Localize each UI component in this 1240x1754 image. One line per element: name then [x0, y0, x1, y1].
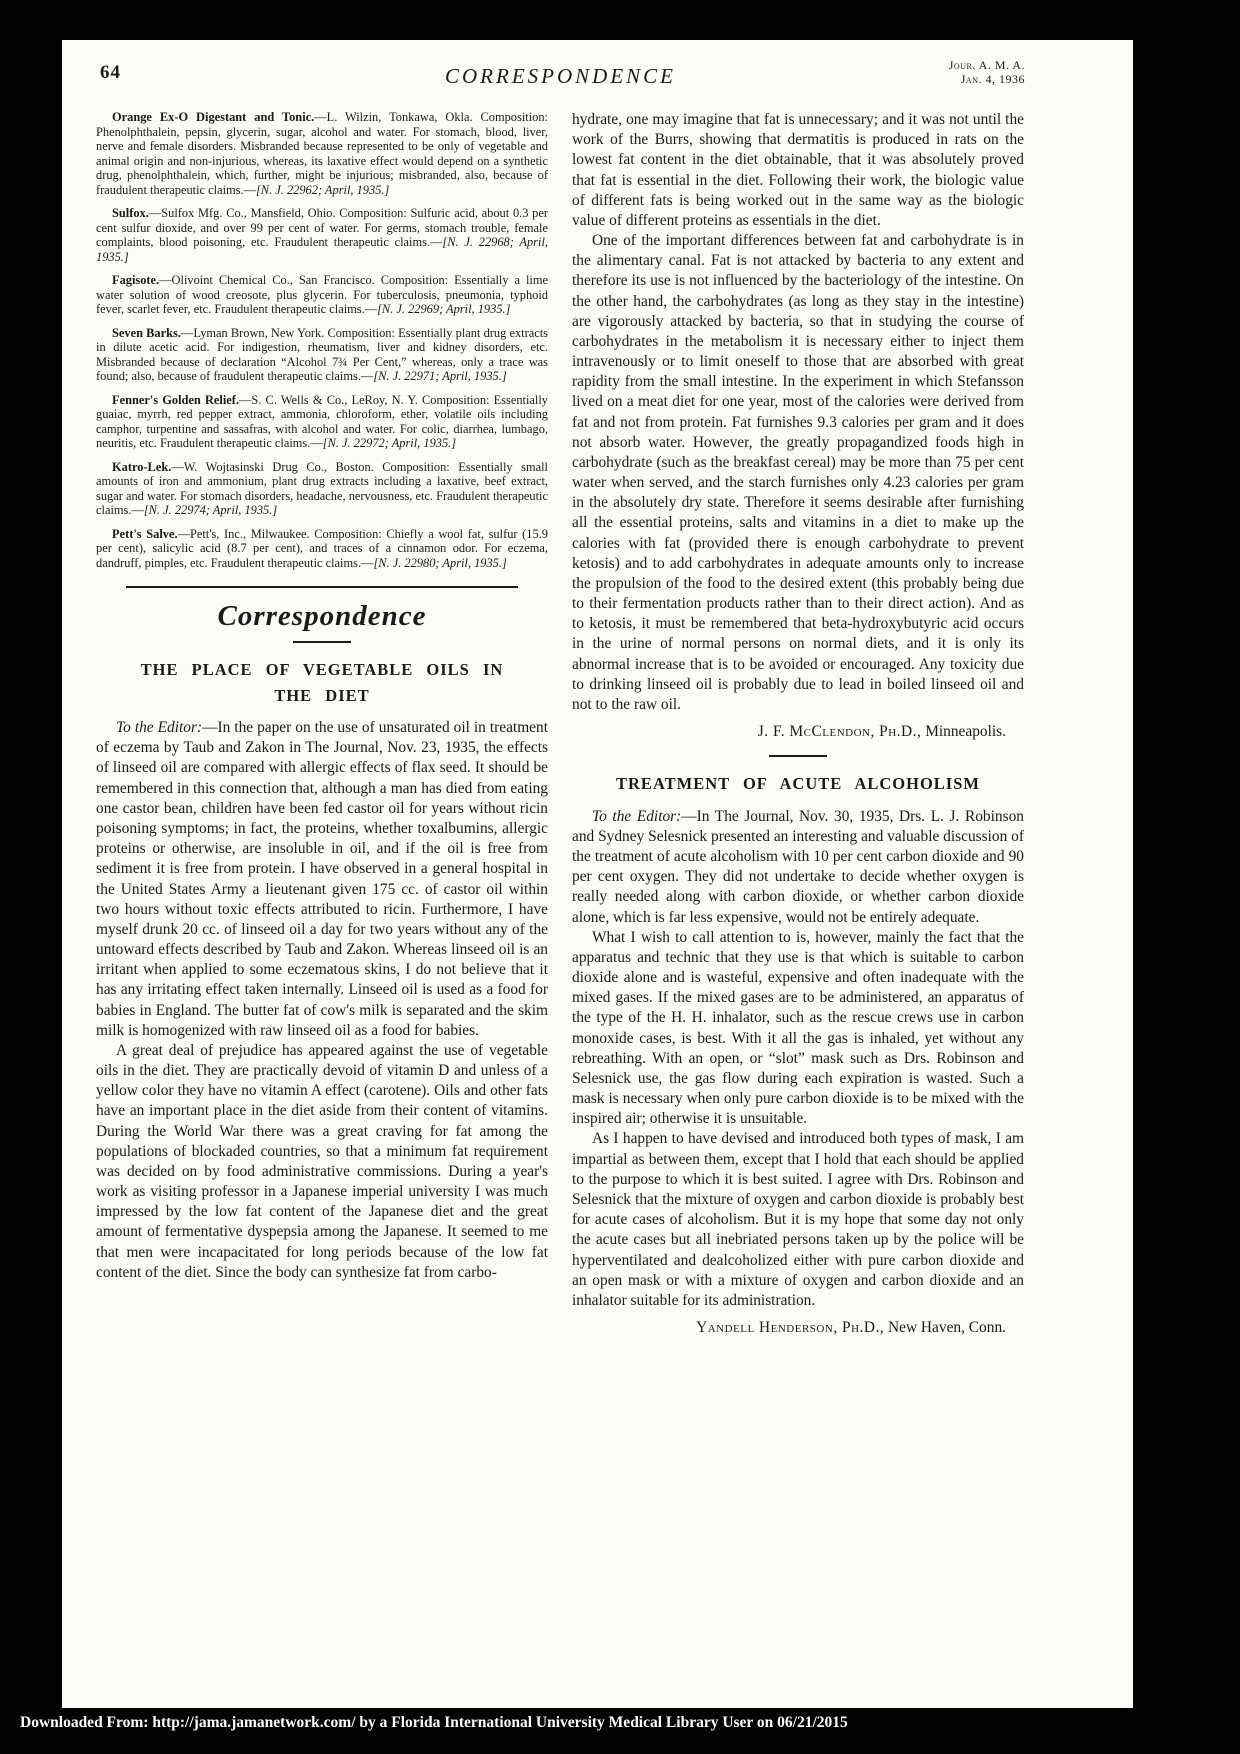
notice-label: Orange Ex-O Digestant and Tonic. [112, 110, 315, 124]
notice-body: —Lyman Brown, New York. Composition: Essentially plant drug extracts in dilute acetic acid. For indigestion, rheumatism, liver and kidney disorders, etc. Misbranded because of declaration “Alcohol 7¾ Per Cent,” whereas, only a trace was found; also, because of fraudulent therapeutic claims.— [96, 325, 548, 383]
heading-divider [293, 641, 351, 643]
drug-notice [96, 206, 548, 264]
letter-title: TREATMENT OF ACUTE ALCOHOLISM [616, 774, 980, 794]
letter-signature [572, 723, 1024, 741]
notice-citation: [N. J. 22974; April, 1935.] [143, 503, 278, 517]
download-stamp: Downloaded From: http://jama.jamanetwork.com/ by a Florida International University Medical Library User on 06/21/2015 [20, 1714, 848, 1731]
notice-label: Sulfox. [112, 206, 149, 220]
notice-label: Fenner's Golden Relief. [112, 392, 240, 407]
notice-body: —W. Wojtasinski Drug Co., Boston. Composition: Essentially small amounts of iron and ammonium, plant drug extracts including a laxative, beef extract, sugar and water. For stomach disorders, headache, nervousness, etc. Fraudulent therapeutic claims.— [96, 459, 548, 517]
notice-citation: [N. J. 22969; April, 1935.] [377, 302, 511, 316]
drug-notice [96, 326, 548, 384]
salutation: To the Editor: [116, 719, 203, 737]
journal-page [62, 40, 1133, 1708]
drug-notice [96, 527, 548, 571]
signature-location: Minneapolis. [921, 723, 1006, 741]
letter-paragraph: A great deal of prejudice has appeared against the use of vegetable oils in the diet. They are practically devoid of vitamin D and unless of a yellow color they have no vitamin A effect (carotene). Oils and other fats have an important place in the diet aside from their content of vitamins. During the World War there was a great craving for fat among the populations of blockaded countries, so that a minimum fat requirement was decided on by food administrative commissions. During a year's work as visiting professor in a Japanese imperial university I was much impressed by the low fat content of the Japanese diet and the great amount of fermentative dyspepsia among the Japanese. It seemed to me that men were incapacitated for long periods because of the low fat content of the diet. Since the body can synthesize fat from carbo- [96, 1041, 548, 1281]
drug-notice [96, 393, 548, 451]
running-title: CORRESPONDENCE [445, 64, 676, 88]
left-column [96, 110, 548, 1351]
heading-divider [769, 755, 827, 757]
letter-signature [572, 1319, 1024, 1337]
letter-paragraph [572, 807, 1024, 928]
notice-label: Pett's Salve. [112, 526, 178, 541]
right-column [572, 110, 1024, 1351]
journal-reference [949, 58, 1025, 87]
correspondence-heading: Correspondence [217, 600, 427, 632]
drug-notice [96, 110, 548, 197]
letter-paragraph [96, 718, 548, 1041]
page-header [96, 56, 1025, 102]
paragraph-text: —In The Journal, Nov. 30, 1935, Drs. L. J. Robinson and Sydney Selesnick presented an interesting and valuable discussion of the treatment of acute alcoholism with 10 per cent carbon dioxide and 90 per cent oxygen. They did not undertake to decide whether oxygen is really needed along with carbon dioxide, or whether carbon dioxide alone, which is far less expensive, would not be entirely adequate. [572, 807, 1024, 926]
drug-notice [96, 460, 548, 518]
letter-paragraph: One of the important differences between fat and carbohydrate is in the alimentary canal. Fat is not attacked by bacteria to any extent and therefore its use is not influenced by the bacteriology of the intestine. On the other hand, the carbohydrates (as long as they stay in the intestine) are vigorously attacked by bacteria, so that in studying the course of carbohydrates in the metabolism it is necessary either to inject them intravenously or to limit oneself to those that are absorbed with great rapidity from the small intestine. In the experiment in which Stefansson lived on a meat diet for one year, most of the calories were derived from fat and not from protein. Fat furnishes 9.3 calories per gram and it does not absorb water. However, the greatly propagandized foods high in carbohydrate (such as the breakfast cereal) may be more than 75 per cent water when served, and the starch furnishes only 4.23 calories per gram in the absolutely dry state. Therefore it seems desirable after furnishing all the essential proteins, salts and vitamins in a diet to make up the calories with fat (provided there is enough carbohydrate to prevent ketosis) and to add carbohydrates in adequate amounts only to increase the propulsion of the food to the desired extent (this probably being due to their fermentation products rather than to their direct action). And as to ketosis, it must be remembered that beta-hydroxybutyric acid occurs in the urine of normal persons on normal diets, and it is only its abnormal increase that is to be avoided or encouraged. Any toxicity due to drinking linseed oil is probably due to lead in boiled linseed oil and not to the raw oil. [572, 232, 1024, 713]
signature-location: New Haven, Conn. [884, 1319, 1006, 1337]
notice-label: Seven Barks. [112, 325, 181, 340]
paragraph-text: —In the paper on the use of unsaturated oil in treatment of eczema by Taub and Zakon in The Journal, Nov. 23, 1935, the effects of linseed oil are compared with allergic effects of flax seed. It should be remembered in this connection that, although a man has died from eating one castor bean, children have been fed castor oil for years without ricin poisoning symptoms; in fact, the proteins, whether toxalbumins, allergic proteins or otherwise, are insoluble in oil, and if the oil is free from sediment it is free from protein. I have observed in a general hospital in the United States Army a lieutenant given 175 cc. of castor oil within two hours without toxic effects attributed to ricin. Furthermore, I have myself drunk 20 cc. of linseed oil a day for two years without any of the untoward effects described by Taub and Zakon. Whereas linseed oil is an irritant when applied to some eczematous skins, I do not believe that it has any irritating effect taken internally. Linseed oil is used as a food for babies in England. The butter fat of cow's milk is separated and the skim milk is homogenized with raw linseed oil as a food for babies. [96, 719, 548, 1039]
notice-citation: [N. J. 22962; April, 1935.] [255, 182, 390, 197]
signature-name: J. F. McClendon, Ph.D., [757, 723, 922, 741]
section-divider [126, 586, 518, 588]
notice-citation: [N. J. 22980; April, 1935.] [373, 555, 507, 570]
letter-paragraph: As I happen to have devised and introduced both types of mask, I am impartial as between them, except that I hold that each should be applied to the purpose to which it is best suited. I agree with Drs. Robinson and Selesnick that the mixture of oxygen and carbon dioxide is probably best for acute cases of alcoholism. But it is my hope that some day not only the acute cases but all inebriated persons taken up by the police will be hyperventilated and dealcoholized either with pure carbon dioxide and an open mask or with a mixture of oxygen and carbon dioxide and an inhalator suitable for its administration. [572, 1130, 1024, 1309]
letter-paragraph: What I wish to call attention to is, however, mainly the fact that the apparatus and technic that they use is that which is suitable to carbon dioxide alone and is wasteful, expensive and often inadequate with the mixed gases. If the mixed gases are to be administered, an apparatus of the type of the H. H. inhalator, such as the rescue crews use in carbon monoxide cases, is best. With it all the gas is inhaled, yet without any rebreathing. With an open, or “slot” mask such as Drs. Robinson and Selesnick use, the gas flow during each expiration is wasted. Such a mask is necessary when only pure carbon dioxide is to be mixed with the inspired air; otherwise it is unsuitable. [572, 928, 1024, 1128]
salutation: To the Editor: [592, 807, 682, 825]
drug-notice [96, 273, 548, 317]
notice-citation: [N. J. 22972; April, 1935.] [322, 436, 457, 450]
notice-citation: [N. J. 22971; April, 1935.] [373, 369, 507, 383]
page-number: 64 [100, 62, 121, 83]
two-column-body [96, 110, 1025, 1351]
letter-paragraph-continued: hydrate, one may imagine that fat is unnecessary; and it was not until the work of the Burrs, showing that dermatitis is produced in rats on the lowest fat content in the diet obtainable, that it was absolutely proved that fat is essential in the diet. Following their work, the biologic value of different fats is being worked out in the same way as the biologic value of different proteins as essentials in the diet. [572, 111, 1024, 229]
notice-citation: [N. J. 22968; April, 1935.] [96, 235, 548, 264]
letter-title: THE PLACE OF VEGETABLE OILS IN THE DIET [140, 660, 504, 705]
notice-body: —Olivoint Chemical Co., San Francisco. Composition: Essentially a lime water solution of wood creosote, plus glycerin. For tuberculosis, pneumonia, typhoid fever, scarlet fever, etc. Fraudulent therapeutic claims.— [96, 273, 548, 316]
journal-name: Jour. A. M. A. [948, 58, 1025, 72]
notice-label: Fagisote. [112, 273, 160, 287]
notice-body: —L. Wilzin, Tonkawa, Okla. Composition: Phenolphthalein, pepsin, glycerin, sugar, alcohol and water. For stomach, blood, liver, nerve and female disorders. Misbranded because represented to be only of vegetable and animal origin and non-injurious, whereas, its laxative effect would depend on a synthetic drug, phenolphthalein, which, further, might be injurious; misbranded, also, because of fraudulent therapeutic claims.— [96, 110, 548, 197]
journal-date: Jan. 4, 1936 [960, 72, 1025, 87]
signature-name: Yandell Henderson, Ph.D., [696, 1319, 885, 1337]
notice-body: —Pett's, Inc., Milwaukee. Composition: Chiefly a wool fat, sulfur (15.9 per cent), salicylic acid (8.7 per cent), and traces of a cinnamon odor. For eczema, dandruff, pimples, etc. Fraudulent therapeutic claims.— [96, 526, 548, 570]
notice-body: —S. C. Wells & Co., LeRoy, N. Y. Composition: Essentially guaiac, myrrh, red pepper extract, ammonia, chloroform, ether, volatile oils including camphor, turpentine and sassafras, with alcohol and water. For colic, diarrhea, lumbago, neuritis, etc. Fraudulent therapeutic claims.— [96, 392, 548, 450]
notice-label: Katro-Lek. [112, 459, 172, 474]
notice-body: —Sulfox Mfg. Co., Mansfield, Ohio. Composition: Sulfuric acid, about 0.3 per cent sulfur dioxide, and over 99 per cent of water. For germs, stomach trouble, female complaints, blood poisoning, etc. Fraudulent therapeutic claims.— [96, 206, 548, 249]
